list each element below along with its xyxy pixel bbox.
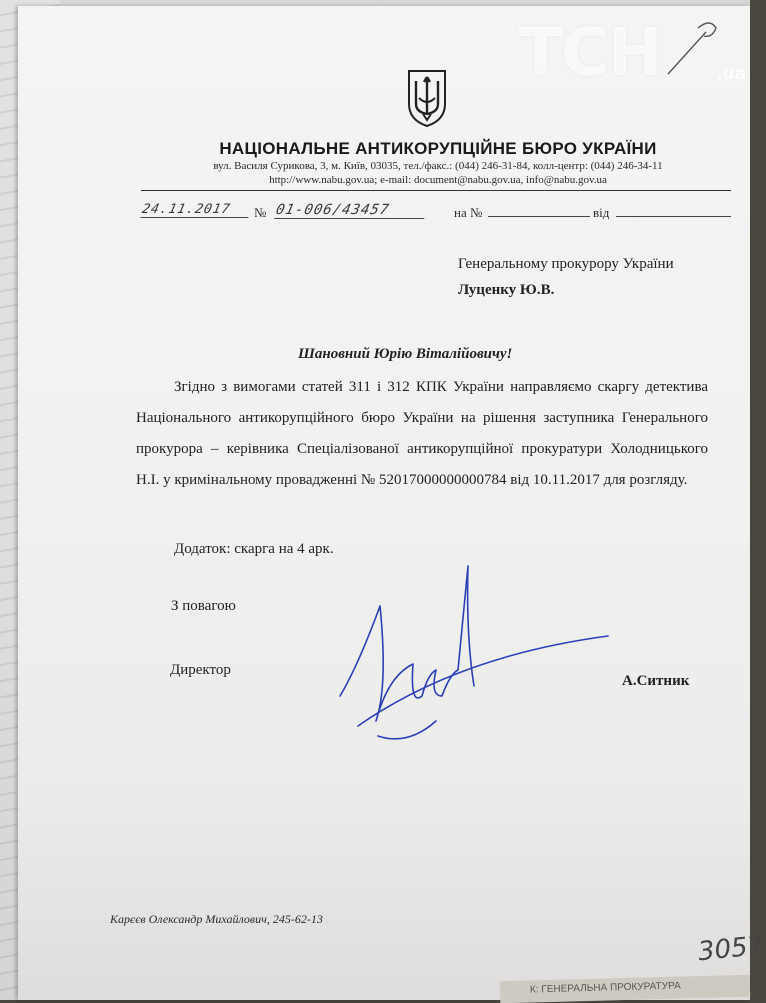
reference-date-label: від (593, 205, 610, 220)
tsn-watermark-domain: .ua (716, 64, 747, 84)
addressee-name: Луценку Ю.В. (458, 282, 555, 298)
registration-number: 01-006/43457 (274, 202, 428, 219)
reference-number-label: на № (454, 205, 483, 220)
handwritten-number: 3057 (696, 930, 766, 968)
underlying-sheet-text: К: ГЕНЕРАЛЬНА ПРОКУРАТУРА (500, 975, 750, 1003)
letter-page (18, 6, 766, 1000)
organization-address: вул. Василя Сурикова, 3, м. Київ, 03035, тел./факс.: (044) 246-31-84, колл-центр: (044) 246-34-11 (213, 160, 663, 172)
salutation: Шановний Юрію Віталійовичу! (298, 346, 513, 362)
letter-body: Згідно з вимогами статей 311 і 312 КПК України направляємо скаргу детектива Національного антикорупційного бюро України на рішення заступника Генерального прокурора – керівника Спеціалізованої антикорупційної прокуратури Холодницького Н.І. у кримінальному провадженні № 52017000000000784 від 10.11.2017 для розгляду. (136, 379, 708, 488)
handwritten-signature (318, 546, 618, 746)
signer-name: А.Ситник (622, 673, 690, 689)
registration-date: 24.11.2017 (140, 202, 251, 218)
reference-date-blank (616, 216, 731, 217)
header-divider (141, 190, 731, 191)
closing-regards: З повагою (171, 598, 236, 614)
signer-position: Директор (170, 662, 231, 678)
registration-line (138, 202, 738, 226)
executor-info: Карєєв Олександр Михайлович, 245-62-13 (110, 912, 323, 926)
organization-contacts: http://www.nabu.gov.ua; e-mail: document@nabu.gov.ua, info@nabu.gov.ua (269, 174, 607, 186)
addressee-title: Генеральному прокурору України (458, 256, 674, 272)
tsn-watermark-logo: ТСН (518, 14, 661, 91)
organization-name: НАЦІОНАЛЬНЕ АНТИКОРУПЦІЙНЕ БЮРО УКРАЇНИ (219, 139, 657, 158)
reference-number-blank (488, 216, 590, 217)
registration-number-label: № (254, 205, 267, 220)
attachment-note: Додаток: скарга на 4 арк. (174, 541, 334, 557)
coat-of-arms-icon (406, 68, 448, 128)
